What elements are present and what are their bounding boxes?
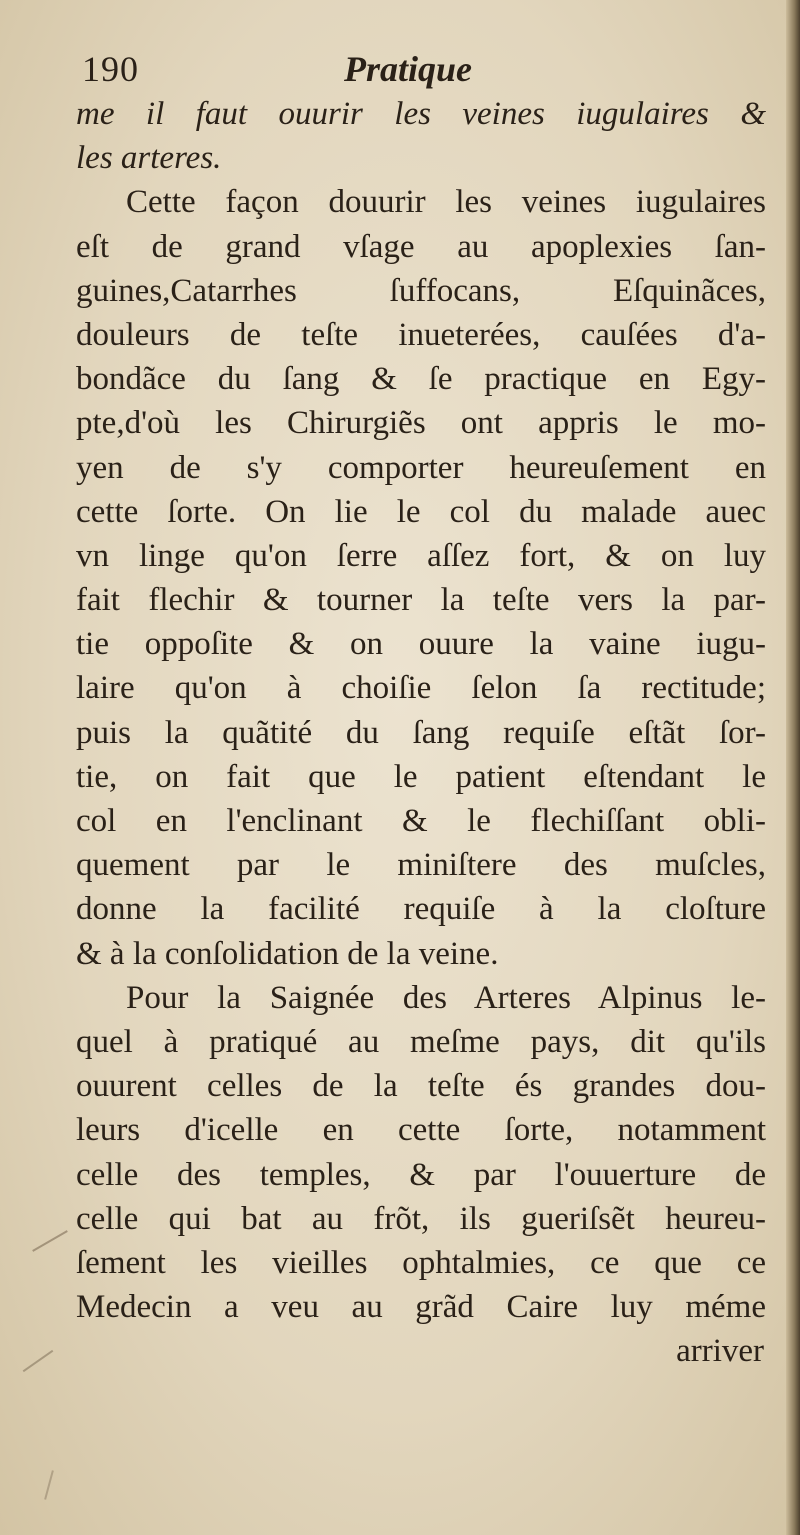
text-line: quement par le miniſtere des muſcles, <box>76 847 766 884</box>
text-line: leurs d'icelle en cette ſorte, notamment <box>76 1112 766 1149</box>
text-line: ouurent celles de la teſte és grandes dou- <box>76 1068 766 1105</box>
text-line: puis la quãtité du ſang requiſe eſtãt ſor- <box>76 714 766 751</box>
text-line: cette ſorte. On lie le col du malade auec <box>76 493 766 530</box>
text-line: Cette façon douurir les veines iugulaires <box>126 184 766 221</box>
text-line: guines,Catarrhes ſuffocans, Eſquinãces, <box>76 272 766 309</box>
text-line: Medecin a veu au grãd Caire luy méme <box>76 1289 766 1326</box>
text-line: donne la facilité requiſe à la cloſture <box>76 891 766 928</box>
text-line: col en l'enclinant & le flechiſſant obli- <box>76 803 766 839</box>
text-line: quel à pratiqué au meſme pays, dit qu'ils <box>76 1023 766 1060</box>
text-line: tie oppoſite & on ouure la vaine iugu- <box>76 626 766 663</box>
text-line: me il faut ouurir les veines iugulaires & <box>76 96 766 132</box>
text-line: Pour la Saignée des Arteres Alpinus le- <box>126 979 766 1016</box>
text-line: yen de s'y comporter heureuſement en <box>76 449 766 486</box>
body-text <box>76 92 766 1373</box>
text-line: celle des temples, & par l'ouuerture de <box>76 1156 766 1193</box>
text-line: eſt de grand vſage au apoplexies ſan- <box>76 228 766 265</box>
text-line: & à la conſolidation de la veine. <box>76 935 499 972</box>
catchword: arriver <box>676 1333 764 1370</box>
ink-mark <box>23 1350 54 1372</box>
text-line: les arteres. <box>76 140 222 177</box>
binding-edge <box>786 0 800 1535</box>
text-line: celle qui bat au frõt, ils gueriſsẽt heureu- <box>76 1200 766 1237</box>
text-line: tie, on fait que le patient eſtendant le <box>76 758 766 795</box>
text-line: bondãce du ſang & ſe practique en Egy- <box>76 361 766 398</box>
text-line: vn linge qu'on ſerre aſſez fort, & on luy <box>76 537 766 574</box>
ink-mark <box>44 1470 54 1499</box>
text-line: laire qu'on à choiſie ſelon ſa rectitude; <box>76 670 766 707</box>
running-head: Pratique <box>344 49 473 89</box>
text-line: fait flechir & tourner la teſte vers la par- <box>76 582 766 619</box>
page-number: 190 <box>82 49 139 89</box>
page-header <box>82 48 762 98</box>
text-line: douleurs de teſte inueterées, cauſées d'a- <box>76 316 766 353</box>
ink-mark <box>32 1230 68 1252</box>
text-line: pte,d'où les Chirurgiẽs ont appris le mo- <box>76 405 766 442</box>
text-line: ſement les vieilles ophtalmies, ce que ce <box>76 1244 766 1281</box>
